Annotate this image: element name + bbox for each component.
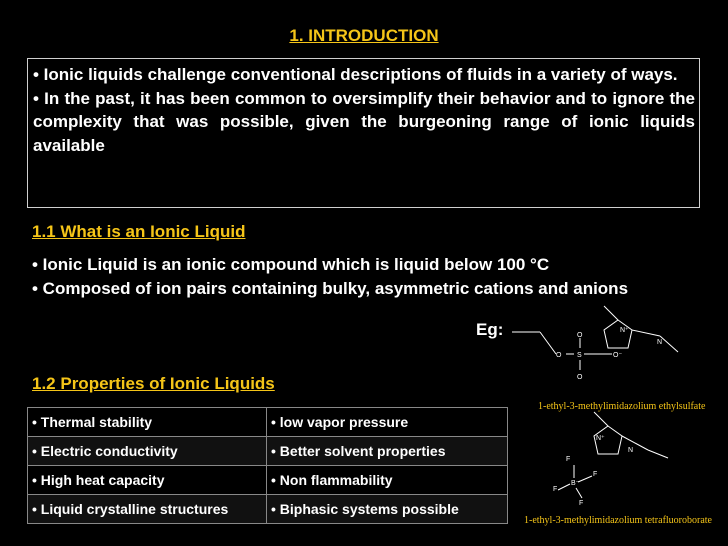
caption-tetrafluoroborate: 1-ethyl-3-methylimidazolium tetrafluoroborate [524, 515, 712, 526]
atom-f-top: F [566, 456, 571, 463]
intro-box [27, 58, 700, 208]
section2-heading: 1.2 Properties of Ionic Liquids [32, 374, 275, 393]
atom-f-bottom: F [579, 500, 584, 507]
section1-bullet-2: • Composed of ion pairs containing bulky, asymmetric cations and anions [32, 278, 629, 298]
table-row [28, 408, 508, 437]
table-cell: • Biphasic systems possible [267, 495, 508, 524]
atom-n-plus: N⁺ [620, 327, 629, 334]
table-cell: • Liquid crystalline structures [28, 495, 267, 524]
table-row [28, 466, 508, 495]
table-cell: • Electric conductivity [28, 437, 267, 466]
table-cell: • Better solvent properties [267, 437, 508, 466]
atom-f-left: F [553, 486, 558, 493]
atom-o-left: O [556, 352, 562, 359]
example-label: Eg: [476, 320, 504, 339]
atom-n: N [657, 339, 663, 346]
section1-body [32, 253, 700, 300]
atom-b: B⁻ [571, 480, 580, 487]
section1-heading: 1.1 What is an Ionic Liquid [32, 222, 246, 241]
table-cell: • High heat capacity [28, 466, 267, 495]
atom-s: S [577, 352, 582, 359]
atom-n-plus-2: N⁺ [596, 435, 605, 442]
atom-o-top: O [577, 332, 583, 339]
intro-bullet-1: • Ionic liquids challenge conventional descriptions of fluids in a variety of ways. [33, 65, 678, 84]
table-row [28, 495, 508, 524]
properties-table [27, 407, 508, 524]
caption-ethylsulfate: 1-ethyl-3-methylimidazolium ethylsulfate [538, 401, 706, 412]
atom-o-bottom: O [577, 374, 583, 381]
table-cell: • low vapor pressure [267, 408, 508, 437]
table-cell: • Thermal stability [28, 408, 267, 437]
table-cell: • Non flammability [267, 466, 508, 495]
atom-n-2: N [628, 447, 634, 454]
section1-bullet-1: • Ionic Liquid is an ionic compound which is liquid below 100 °C [32, 255, 550, 274]
atom-f-right: F [593, 471, 598, 478]
atom-o-minus: O⁻ [613, 352, 623, 359]
intro-bullet-2: • In the past, it has been common to oversimplify their behavior and to ignore the complexity that was possible, given the burgeoning range of ionic liquids available [33, 88, 695, 155]
page-title: 1. INTRODUCTION [289, 26, 439, 45]
table-row [28, 437, 508, 466]
